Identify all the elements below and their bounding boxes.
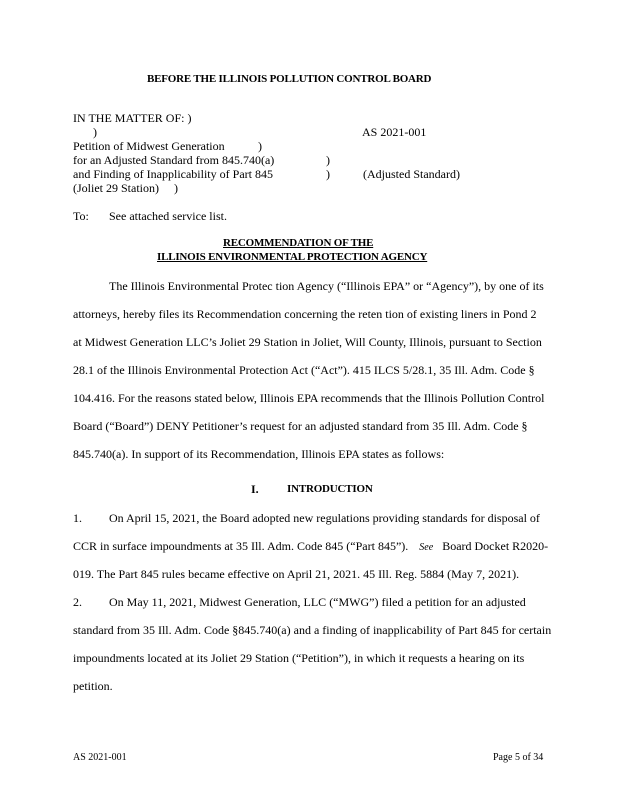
see-signal: See (419, 542, 434, 553)
para-2-line-1: On May 11, 2021, Midwest Generation, LLC (“MWG”) filed a petition for an adjusted (109, 595, 526, 609)
caption-line-4: for an Adjusted Standard from 845.740(a) (73, 153, 275, 167)
caption-line-6: (Joliet 29 Station) (73, 181, 159, 195)
intro-line-2: attorneys, hereby files its Recommendation concerning the reten tion of existing liners in Pond 2 (73, 307, 537, 321)
caption-line-3: Petition of Midwest Generation (73, 139, 225, 153)
para-1-line-1: On April 15, 2021, the Board adopted new regulations providing standards for disposal of (109, 511, 540, 525)
to-text: See attached service list. (109, 209, 227, 223)
footer-case-number: AS 2021-001 (73, 752, 127, 763)
para-1-line-2 (73, 539, 548, 554)
para-1-line-2-start: CCR in surface impoundments at 35 Ill. Adm. Code 845 (“Part 845”). (73, 539, 409, 553)
recommendation-title-line-1: RECOMMENDATION OF THE (223, 237, 374, 249)
para-2-number: 2. (73, 595, 82, 609)
intro-line-6: Board (“Board”) DENY Petitioner’s request for an adjusted standard from 35 Ill. Adm. Code § (73, 419, 528, 433)
para-2-line-4: petition. (73, 679, 113, 693)
intro-line-3: at Midwest Generation LLC’s Joliet 29 Station in Joliet, Will County, Illinois, pursuant to Section (73, 335, 542, 349)
intro-line-7: 845.740(a). In support of its Recommendation, Illinois EPA states as follows: (73, 447, 445, 461)
para-1-line-3: 019. The Part 845 rules became effective on April 21, 2021. 45 Ill. Reg. 5884 (May 7, 2021). (73, 567, 520, 581)
footer-page-number: Page 5 of 34 (493, 752, 544, 763)
recommendation-title-line-2: ILLINOIS ENVIRONMENTAL PROTECTION AGENCY (157, 251, 428, 263)
case-number: AS 2021-001 (362, 125, 427, 139)
intro-line-5: 104.416. For the reasons stated below, Illinois EPA recommends that the Illinois Pollution Control (73, 391, 545, 405)
intro-line-4: 28.1 of the Illinois Environmental Protection Act (“Act”). 415 ILCS 5/28.1, 35 Ill. Adm. Code § (73, 363, 535, 377)
intro-line-1: The Illinois Environmental Protec tion Agency (“Illinois EPA” or “Agency”), by one of its (109, 279, 544, 293)
para-1-line-2-end: Board Docket R2020- (442, 539, 549, 553)
para-2-line-3: impoundments located at its Joliet 29 Station (“Petition”), in which it requests a hearing on its (73, 651, 525, 665)
para-1-number: 1. (73, 511, 82, 525)
document-heading: BEFORE THE ILLINOIS POLLUTION CONTROL BOARD (147, 73, 432, 85)
caption-paren-3: ) (258, 139, 262, 153)
section-title: INTRODUCTION (287, 483, 373, 495)
caption-paren-6: ) (174, 181, 178, 195)
caption-line-5: and Finding of Inapplicability of Part 845 (73, 167, 273, 181)
case-type: (Adjusted Standard) (363, 167, 460, 181)
to-label: To: (73, 209, 89, 223)
caption-line-1: IN THE MATTER OF: ) (73, 111, 192, 125)
para-2-line-2: standard from 35 Ill. Adm. Code §845.740(a) and a finding of inapplicability of Part 845 for certain (73, 623, 552, 637)
caption-paren-5: ) (326, 167, 330, 181)
caption-paren-4: ) (326, 153, 330, 167)
caption-line-2: ) (93, 125, 97, 139)
section-number: I. (251, 482, 259, 496)
